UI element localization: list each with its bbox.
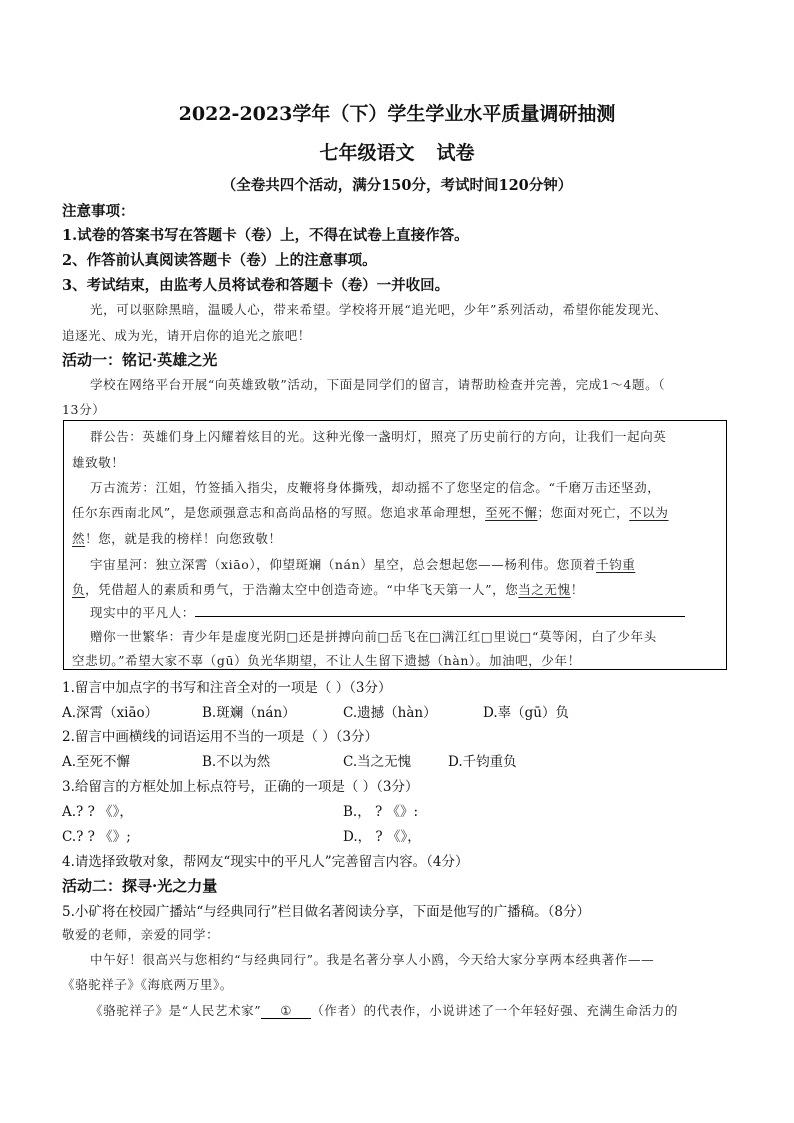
activity1-desc-2: 13分） (62, 402, 106, 417)
notice-item-1: 1.试卷的答案书写在答题卡（卷）上，不得在试卷上直接作答。 (62, 227, 469, 244)
question-4: 4.请选择致敬对象，帮网友“现实中的平凡人”完善留言内容。（4分） (62, 854, 469, 870)
message-zengni-2: 空悲切。”希望大家不辜（gū）负光华期望，不让人生留下遗撼（hàn）。加油吧，少年！ (72, 653, 581, 668)
exam-title: 2022-2023学年（下）学生学业水平质量调研抽测 (178, 103, 616, 125)
q3-option-c: C.? ? 《》; (62, 829, 131, 845)
message-wanguliufang-1: 万古流芳：江姐，竹签插入指尖，皮鞭将身体撕残，却动摇不了您坚定的信念。“千磨万击还坚劲， (90, 480, 661, 495)
activity2-heading: 活动二：探寻·光之力量 (62, 877, 218, 895)
underlined-word-dangzhiwukui: 当之无愧 (518, 582, 571, 597)
question-5: 5.小矿将在校园广播站“与经典同行”栏目做名著阅读分享，下面是他写的广播稿。（8分） (62, 904, 591, 920)
intro-line-1: 光，可以驱除黑暗，温暖人心，带来希望。学校将开展“追光吧，少年”系列活动，希望你能发现光、 (90, 302, 668, 317)
message-yuzhouxinghe-2 (72, 580, 584, 598)
fill-blank-1: ① (261, 1003, 311, 1019)
text-run: 《骆驼祥子》是“人民艺术家” (90, 1003, 262, 1018)
message-ordinary-person (90, 603, 685, 621)
subtitle-grade: 七年级语文 (319, 142, 415, 164)
question-1: 1.留言中加点字的书写和注音全对的一项是（ ）（3分） (62, 680, 392, 696)
activity1-heading: 活动一：铭记·英雄之光 (62, 351, 218, 369)
text-run: ！您，就是我的榜样！向您致敬！ (85, 531, 282, 546)
q2-option-d: D.千钧重负 (448, 754, 517, 770)
underlined-word-ran: 然 (72, 531, 86, 546)
underlined-word-fu: 负 (72, 582, 86, 597)
q3-option-d: D.， ? 《》， (343, 829, 421, 845)
text-run: ；您面对死亡， (537, 505, 630, 520)
text-run: 现实中的平凡人： (90, 605, 195, 620)
message-zengni-1: 赠你一世繁华：青少年是虚度光阴□还是拼搏向前□岳飞在□满江红□里说□“莫等闲，白了少年头 (90, 629, 657, 644)
broadcast-para-1: 中午好！很高兴与您相约“与经典同行”。我是名著分享人小鸥，今天给大家分享两本经典著作—— (90, 952, 655, 967)
broadcast-para-2 (90, 1001, 770, 1019)
answer-blank-line (195, 604, 685, 617)
text-run: 宇宙星河：独立深霄（xiāo），仰望斑斓（nán）星空，总会想起您——杨利伟。您顶着 (90, 557, 597, 572)
q1-option-a: A.深霄（xiāo） (62, 705, 159, 721)
underlined-word-buyiwei: 不以为 (629, 505, 669, 520)
question-3: 3.给留言的方框处加上标点符号，正确的一项是（ ）（3分） (62, 779, 419, 795)
message-group-notice-1: 群公告：英雄们身上闪耀着炫目的光。这种光像一盏明灯，照亮了历史前行的方向，让我们一起向英 (90, 429, 667, 444)
q1-option-d: D.辜（gū）负 (483, 705, 569, 721)
q3-option-b: B.， ? 《》: (343, 804, 419, 820)
message-group-notice-2: 雄致敬！ (72, 455, 125, 470)
message-yuzhouxinghe-1 (90, 555, 635, 573)
q2-option-a: A.至死不懈 (62, 754, 131, 770)
notice-item-3: 3、考试结束，由监考人员将试卷和答题卡（卷）一并收回。 (62, 277, 450, 294)
text-run: 任尔东西南北风”，是您顽强意志和高尚品格的写照。您追求革命理想， (72, 505, 486, 520)
text-run: （作者）的代表作，小说讲述了一个年轻好强、充满生命活力的 (311, 1003, 678, 1018)
q3-option-a: A.? ? 《》， (62, 804, 133, 820)
message-board-box (63, 420, 727, 670)
q1-option-c: C.遗撼（hàn） (343, 705, 437, 721)
text-run: ！ (570, 582, 584, 597)
notice-heading: 注意事项： (62, 203, 135, 220)
broadcast-para-1-cont: 《骆驼祥子》《海底两万里》。 (62, 977, 233, 992)
exam-subtitle (0, 138, 794, 165)
exam-note: （全卷共四个活动，满分150分，考试时间120分钟） (221, 177, 573, 194)
question-2: 2.留言中画横线的词语运用不当的一项是（ ）（3分） (62, 729, 379, 745)
subtitle-paper: 试卷 (436, 142, 475, 164)
message-wanguliufang-3 (72, 529, 282, 547)
underlined-word-zhisibuxie: 至死不懈 (485, 505, 538, 520)
activity1-desc-1: 学校在网络平台开展“向英雄致敬”活动，下面是同学们的留言，请帮助检查并完善，完成1～4题。（ (90, 377, 666, 392)
underlined-word-qianjunzhong: 千钧重 (596, 557, 636, 572)
broadcast-greeting: 敬爱的老师，亲爱的同学： (62, 927, 220, 942)
text-run: ，凭借超人的素质和勇气，于浩瀚太空中创造奇迹。“中华飞天第一人”，您 (85, 582, 519, 597)
q2-option-c: C.当之无愧 (343, 754, 412, 770)
q1-option-b: B.斑斓（nán） (202, 705, 296, 721)
notice-item-2: 2、作答前认真阅读答题卡（卷）上的注意事项。 (62, 252, 377, 269)
message-wanguliufang-2 (72, 503, 669, 521)
q2-option-b: B.不以为然 (202, 754, 271, 770)
intro-line-2: 追逐光、成为光，请开启你的追光之旅吧！ (62, 328, 311, 343)
